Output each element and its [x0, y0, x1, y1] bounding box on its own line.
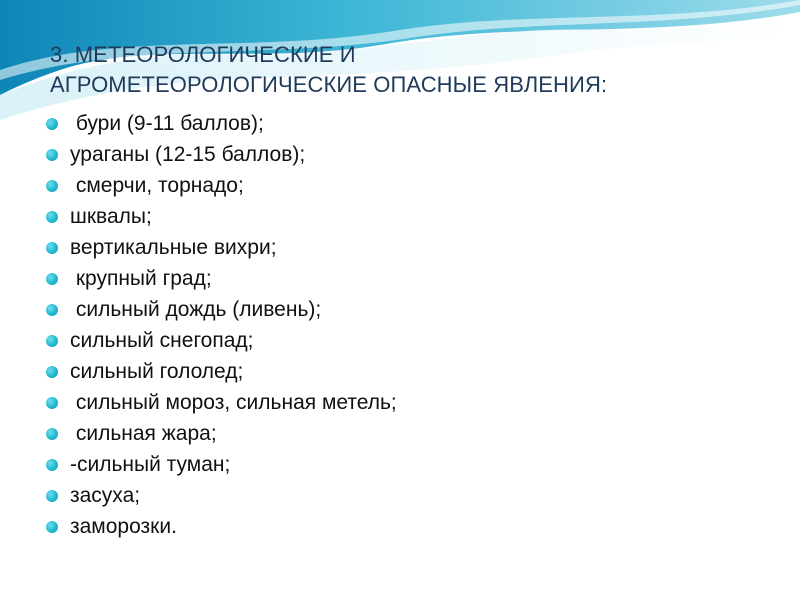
- list-item-text: заморозки.: [70, 515, 177, 538]
- bullet-icon: [46, 521, 58, 533]
- list-item: [46, 356, 766, 387]
- list-item-text: -сильный туман;: [70, 453, 231, 476]
- hazard-list: [46, 108, 766, 542]
- bullet-icon: [46, 366, 58, 378]
- list-item-text: сильный мороз, сильная метель;: [70, 391, 397, 414]
- bullet-icon: [46, 490, 58, 502]
- list-item: [46, 511, 766, 542]
- list-item: [46, 139, 766, 170]
- bullet-icon: [46, 242, 58, 254]
- list-item-text: засуха;: [70, 484, 141, 507]
- bullet-icon: [46, 397, 58, 409]
- list-item: [46, 325, 766, 356]
- bullet-icon: [46, 428, 58, 440]
- bullet-icon: [46, 211, 58, 223]
- list-item: [46, 263, 766, 294]
- title-line-2: АГРОМЕТЕОРОЛОГИЧЕСКИЕ ОПАСНЫЕ ЯВЛЕНИЯ:: [50, 72, 608, 97]
- list-item-text: сильная жара;: [70, 422, 217, 445]
- list-item: [46, 418, 766, 449]
- list-item: [46, 387, 766, 418]
- list-item-text: смерчи, торнадо;: [70, 174, 244, 197]
- title-line-1: 3. МЕТЕОРОЛОГИЧЕСКИЕ И: [50, 42, 356, 67]
- list-item: [46, 201, 766, 232]
- slide-title: [50, 40, 770, 100]
- bullet-icon: [46, 273, 58, 285]
- list-item-text: сильный снегопад;: [70, 329, 254, 352]
- bullet-icon: [46, 149, 58, 161]
- list-item: [46, 108, 766, 139]
- list-item-text: сильный дождь (ливень);: [70, 298, 322, 321]
- list-item-text: бури (9-11 баллов);: [70, 112, 264, 135]
- list-item: [46, 170, 766, 201]
- bullet-icon: [46, 335, 58, 347]
- list-item-text: крупный град;: [70, 267, 212, 290]
- list-item: [46, 294, 766, 325]
- list-item: [46, 449, 766, 480]
- bullet-icon: [46, 180, 58, 192]
- bullet-icon: [46, 118, 58, 130]
- list-item: [46, 480, 766, 511]
- list-item-text: ураганы (12-15 баллов);: [70, 143, 306, 166]
- list-item-text: шквалы;: [70, 205, 152, 228]
- list-item-text: вертикальные вихри;: [70, 236, 277, 259]
- list-item-text: сильный гололед;: [70, 360, 244, 383]
- list-item: [46, 232, 766, 263]
- bullet-icon: [46, 304, 58, 316]
- bullet-icon: [46, 459, 58, 471]
